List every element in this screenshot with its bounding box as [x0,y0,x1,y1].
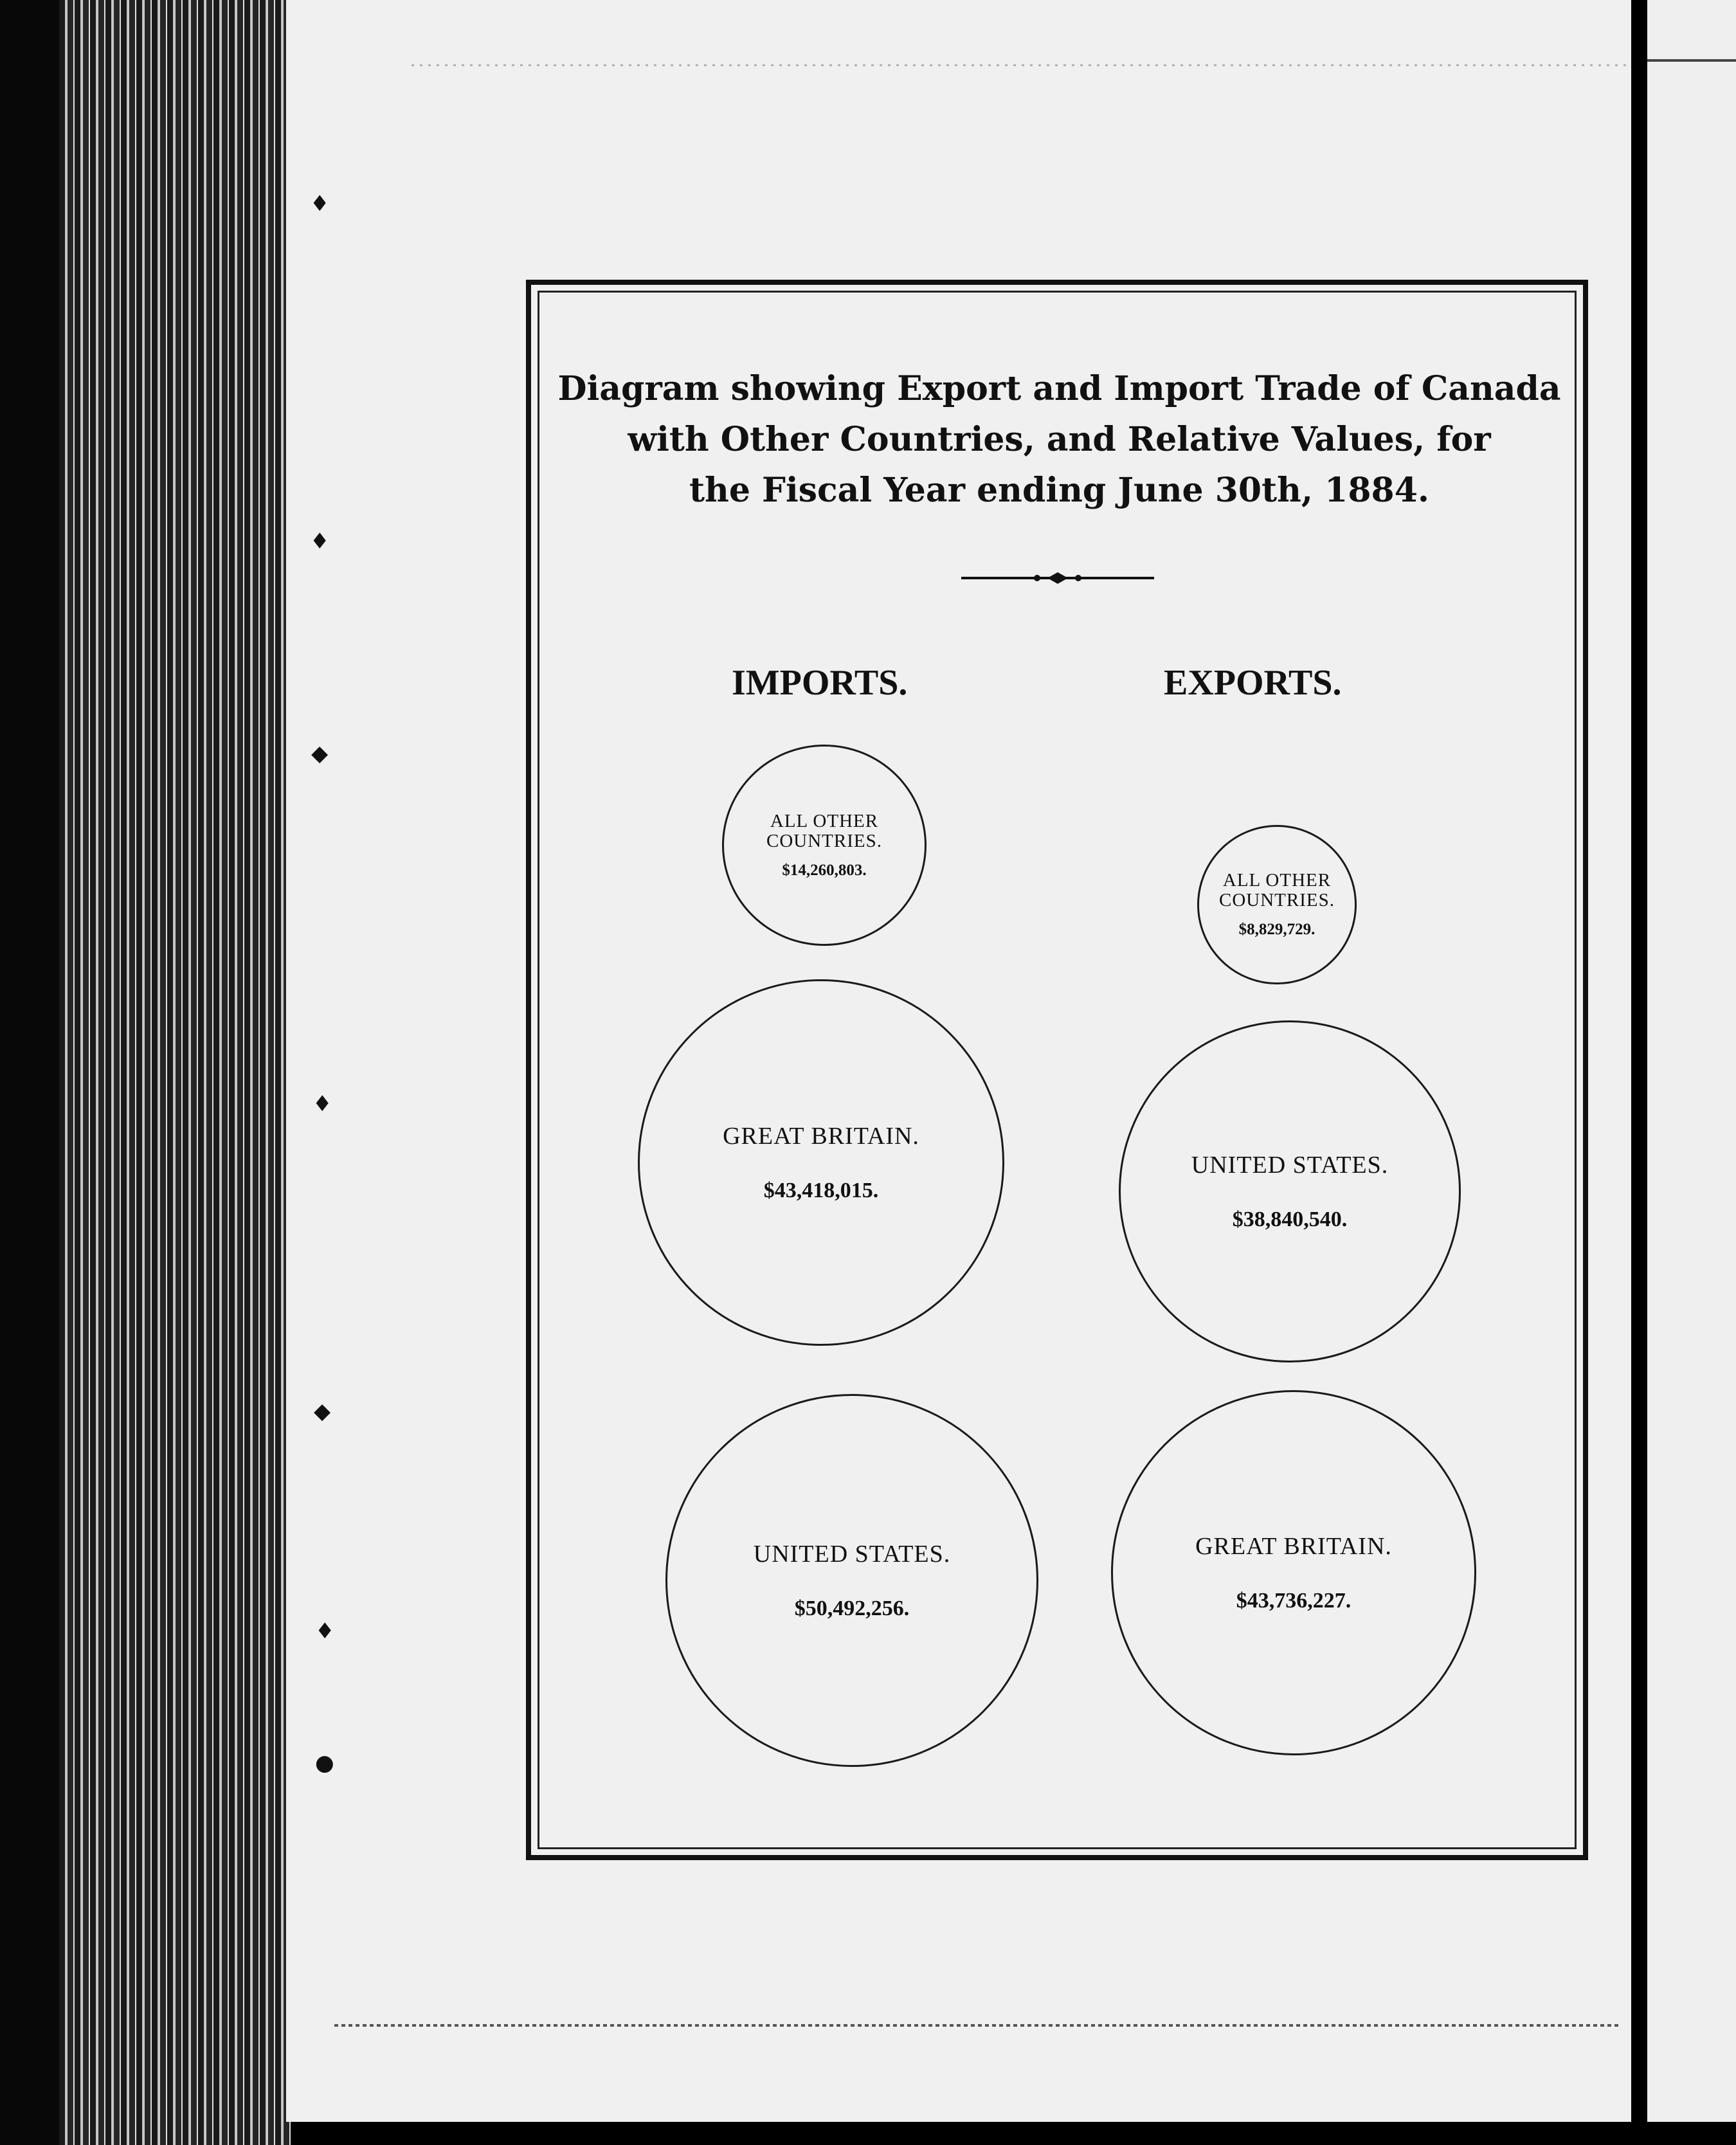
circle-value: $50,492,256. [794,1597,910,1620]
exports-great-britain-circle [1111,1390,1476,1755]
circle-label: GREAT BRITAIN. [1195,1533,1392,1560]
binding-stitch-mark: ♦ [315,1618,335,1644]
title-line-3: the Fiscal Year ending June 30th, 1884. [689,471,1429,510]
binding-stitch-mark: ● [315,1750,334,1776]
title-line-1: Diagram showing Export and Import Trade of Canada [557,369,1561,408]
next-page-top-rule [1647,59,1736,62]
circle-value: $14,260,803. [782,861,867,879]
exports-other-countries-circle [1197,825,1357,984]
page-bottom-rule [334,2024,1620,2027]
circle-value: $38,840,540. [1232,1208,1348,1231]
diagram-title [553,363,1566,516]
title-line-2: with Other Countries, and Relative Values, for [628,420,1491,459]
binding-stitch-mark: ♦ [310,191,330,217]
ornament-divider [961,570,1154,586]
exports-united-states-circle [1119,1020,1461,1362]
next-page-sliver [1647,0,1736,2122]
circle-value: $43,418,015. [763,1179,879,1202]
circle-label: GREAT BRITAIN. [723,1123,919,1150]
imports-united-states-circle [665,1394,1038,1767]
page-gutter [1631,0,1647,2145]
circle-value: $8,829,729. [1238,921,1316,938]
circle-label: UNITED STATES. [753,1541,951,1568]
binding-stitch-mark: ♦ [312,1091,332,1117]
binding-stitch-mark: ◆ [314,1398,331,1424]
circle-value: $43,736,227. [1236,1589,1352,1613]
imports-great-britain-circle [638,979,1004,1346]
binding-stitch-mark: ◆ [311,741,329,766]
binding-stitch-mark: ♦ [310,529,330,554]
circle-label: ALL OTHER COUNTRIES. [1219,870,1335,910]
exports-heading: EXPORTS. [1164,663,1342,703]
book-page-edges [59,0,291,2145]
imports-other-countries-circle [722,745,927,946]
circle-label: UNITED STATES. [1191,1152,1389,1179]
imports-heading: IMPORTS. [732,663,908,703]
circle-label: ALL OTHER COUNTRIES. [766,810,882,851]
page-top-rule [411,64,1633,66]
